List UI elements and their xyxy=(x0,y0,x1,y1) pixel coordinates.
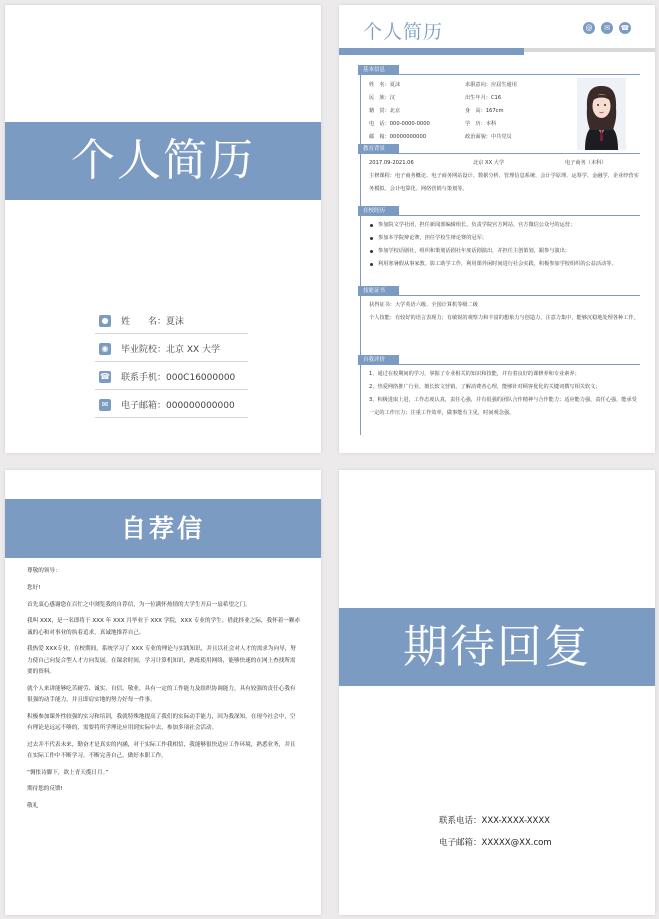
cover-row-name xyxy=(95,308,248,334)
cover-title: 个人简历 xyxy=(5,122,321,200)
letter-paragraph: “惆怅诗脚下，欲上青天揽日月。” xyxy=(27,769,109,776)
person-icon: ● xyxy=(99,315,111,327)
letter-paragraph: 尊敬的领导： xyxy=(27,568,61,574)
header-bar-gray xyxy=(524,48,655,52)
section-education-label: 教育背景 xyxy=(358,144,399,154)
chat-icon: ✉ xyxy=(601,22,613,34)
section-campus xyxy=(358,206,640,271)
letter-paragraph: 您好! xyxy=(27,584,41,591)
basic-birth: 出生年月：C16 xyxy=(465,95,502,101)
cover-row-school xyxy=(95,336,248,362)
letter-paragraph: 就个人来讲能够吃苦耐劳、诚实、自信、敬业，具有一定的工作能力及组织协调能力，具有较强的责任心我有很强的动手能力，并且即肩实地的努力好每一件事。 xyxy=(27,685,296,703)
letter-paragraph: 敬礼 xyxy=(27,803,39,810)
edu-period: 2017.09-2021.06 xyxy=(369,160,414,166)
edu-courses: 主修课程：电子商务概论、电子商务网站设计、数据分析、管理信息系统、会计学原理、运筹学、金融学、企业经营实务模拟、会计电算化、网络营销与策划等。 xyxy=(369,173,639,192)
cover-letter-page xyxy=(5,470,321,915)
letter-body xyxy=(27,566,301,818)
basic-politics: 政治面貌：中共党员 xyxy=(465,134,512,140)
closing-title: 期待回复 xyxy=(339,608,655,686)
letter-paragraph: 我热爱 XXX专业，在校期间，系统学习了 XXX 专业的理论与实践知识，并且以社会对人才的需求为向导，努力使自己向复合型人才方向发展。在课余时间，学习计算机知识，熟练使用网络，能够快速的在网上查找所需要的资料。 xyxy=(27,646,296,675)
self-item: 1、通过在校期间的学习，掌握了专业相关的知识和技能，并有着良好的课修养和专业素养； xyxy=(369,371,580,377)
basic-height: 身 高：167cm xyxy=(465,108,504,114)
section-self xyxy=(358,355,640,420)
email-icon: @ xyxy=(583,22,595,34)
letter-paragraph: 过去并不代表未来，勤奋才是真实的内涵，对于实际工作我相信，我能够很快适应工作环境，熟悉业务，并且在实际工作中不断学习，不断完善自己，做好本职工作。 xyxy=(27,741,296,759)
closing-phone: 联系电话：XXX-XXXX-XXXX xyxy=(439,816,550,826)
section-campus-label: 在校经历 xyxy=(358,206,399,216)
closing-page xyxy=(339,470,655,915)
letter-paragraph: 期待您的反馈! xyxy=(27,786,63,793)
cover-phone: 联系手机：000C16000000 xyxy=(121,373,236,383)
skills-cert: 获得证书：大学英语六级、全国计算机等级二级 xyxy=(369,302,478,308)
letter-paragraph: 首先衷心感谢您在百忙之中浏览我的自荐信，为一位满怀热情的大学生开启一扇希望之门。 xyxy=(27,601,251,608)
profile-photo xyxy=(577,78,626,150)
section-education xyxy=(358,144,640,196)
cover-info-list xyxy=(95,308,248,420)
skills-ability: 个人技能：有较好的语言表现力；有敏锐的观察力和丰富的想象力与创造力，注意力集中，能够沉稳地处理各种工作。 xyxy=(369,315,639,321)
section-skills xyxy=(358,286,640,325)
letter-title: 自荐信 xyxy=(5,499,321,558)
section-skills-label: 技能证书 xyxy=(358,286,399,296)
basic-phone: 电 话：000-0000-0000 xyxy=(369,121,430,127)
basic-intent: 求职意向：应届生通用 xyxy=(465,82,517,88)
letter-paragraph: 积极参加课外性较强的实习和培训，我就特殊地提高了我们的实际动手能力，因为我深知，在现今社会中，空有理论是远远不够的，需要将所学理论应用到实际中去，参加多项社会活动。 xyxy=(27,713,296,731)
location-icon: ◉ xyxy=(99,343,111,355)
basic-email: 邮 箱：00000000000 xyxy=(369,134,427,140)
cover-email: 电子邮箱：000000000000 xyxy=(121,401,235,411)
self-item: 2、热爱网络推广行业，擅长软文营销，了解消费者心理，能够针对顾客优化的关键词撰写相关软文； xyxy=(369,384,601,390)
letter-paragraph: 我叫 XXX，是一名即将于 XXX 年 XXX 月毕业于 XXX 学院，XXX 专业的学生。借此择业之际，我怀着一颗赤诚的心和对事业的执着追求，真诚地推荐自己。 xyxy=(27,618,301,636)
cover-row-email xyxy=(95,392,248,418)
section-self-label: 自我评价 xyxy=(358,355,399,365)
cover-name: 姓 名：夏沫 xyxy=(121,317,185,327)
basic-degree: 学 历：本科 xyxy=(465,121,497,127)
campus-item: 参加学校话剧社，组织和策划话剧社年度话剧演出，并担任主创策划，跟参与演出； xyxy=(369,245,640,258)
cover-page xyxy=(5,5,321,453)
cover-school: 毕业院校：北京 XX 大学 xyxy=(121,345,221,355)
resume-contact-icons xyxy=(583,22,631,34)
basic-name: 姓 名：夏沫 xyxy=(369,82,401,88)
campus-item: 参加本学院辩论赛，担任学校生辩论赛的冠军； xyxy=(369,232,640,245)
mail-icon: ✉ xyxy=(99,399,111,411)
closing-email: 电子邮箱：XXXXX@XX.com xyxy=(439,838,552,848)
resume-title: 个人简历 xyxy=(363,21,444,43)
basic-origin: 籍 贯：北京 xyxy=(369,108,401,114)
edu-school: 北京 XX 大学 xyxy=(473,160,505,166)
campus-item: 参加院文学社团，担任新闻部编辑组长，负责学院官方网站、官方微信公众号的运营； xyxy=(369,219,640,232)
basic-ethnic: 民 族：汉 xyxy=(369,95,395,101)
campus-item: 利用寒暑假从事家教、影工助学工作，利用课外闲时间进行社会实践，积极参加学校组织的公益活动等。 xyxy=(369,258,640,271)
cover-row-phone xyxy=(95,364,248,390)
header-bar xyxy=(339,48,524,55)
section-basic-label: 基本信息 xyxy=(358,65,399,75)
phone-icon: ☎ xyxy=(100,371,110,381)
edu-major: 电子商务（本科） xyxy=(565,160,607,166)
phone-icon: ☎ xyxy=(620,24,630,32)
self-item: 3、积极进取上进，工作态度认真，责任心强，并有很强的团队合作精神与合作能力；适应能力强，责任心强，能承受一定的工作压力；注重工作效率，做事能有主见，时间观念强。 xyxy=(369,397,637,416)
closing-contact xyxy=(439,810,552,854)
resume-page xyxy=(339,5,655,453)
